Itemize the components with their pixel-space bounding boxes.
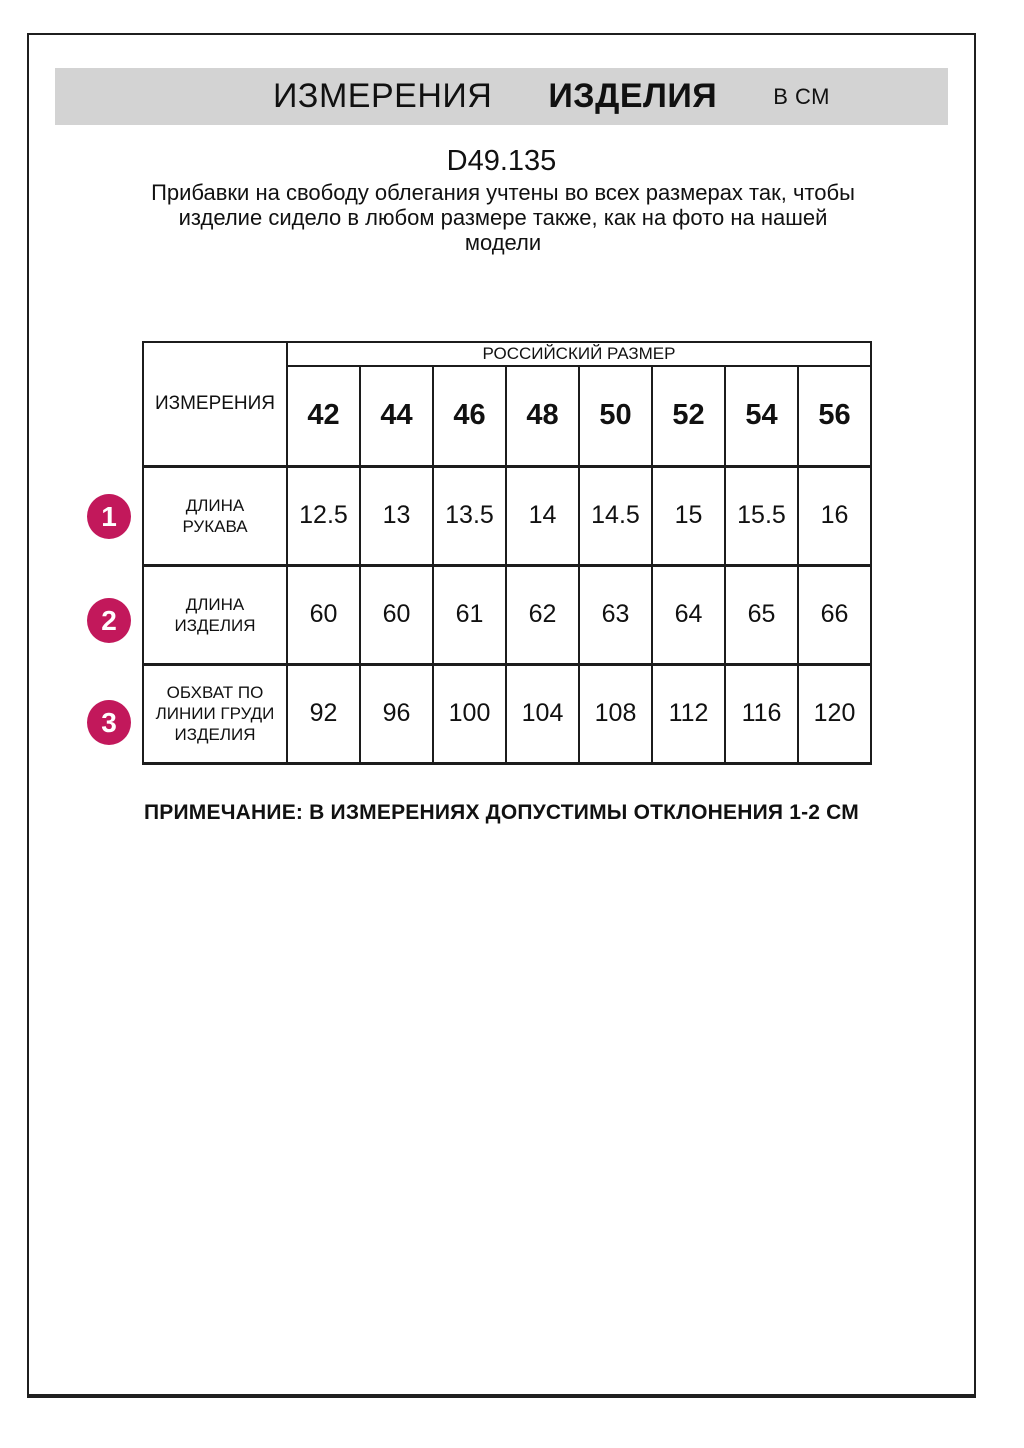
- table-row-chest-girth: [143, 664, 871, 763]
- value-cell: 14.5: [579, 466, 652, 565]
- size-col-header-48: 48: [506, 366, 579, 466]
- row-label: ДЛИНА ИЗДЕЛИЯ: [143, 565, 287, 664]
- value-cell: 16: [798, 466, 871, 565]
- size-table: [142, 341, 872, 765]
- size-col-header-54: 54: [725, 366, 798, 466]
- value-cell: 108: [579, 664, 652, 763]
- title-bar: [55, 68, 948, 125]
- value-cell: 64: [652, 565, 725, 664]
- title-unit: В СМ: [773, 83, 830, 109]
- value-cell: 60: [360, 565, 433, 664]
- value-cell: 13: [360, 466, 433, 565]
- table-row-sleeve-length: [143, 466, 871, 565]
- row-label: ДЛИНА РУКАВА: [143, 466, 287, 565]
- value-cell: 66: [798, 565, 871, 664]
- table-group-header-row: [143, 342, 871, 366]
- value-cell: 100: [433, 664, 506, 763]
- title-product: ИЗДЕЛИЯ: [548, 77, 718, 115]
- row-2-badge-number: 2: [101, 604, 117, 636]
- title-measurements: ИЗМЕРЕНИЯ: [272, 77, 493, 115]
- value-cell: 63: [579, 565, 652, 664]
- russian-size-header: РОССИЙСКИЙ РАЗМЕР: [287, 342, 871, 366]
- value-cell: 112: [652, 664, 725, 763]
- value-cell: 15: [652, 466, 725, 565]
- size-col-header-42: 42: [287, 366, 360, 466]
- value-cell: 15.5: [725, 466, 798, 565]
- value-cell: 65: [725, 565, 798, 664]
- row-1-badge-number: 1: [101, 500, 117, 532]
- size-col-header-52: 52: [652, 366, 725, 466]
- value-cell: 104: [506, 664, 579, 763]
- size-col-header-46: 46: [433, 366, 506, 466]
- value-cell: 13.5: [433, 466, 506, 565]
- value-cell: 96: [360, 664, 433, 763]
- row-3-badge: [87, 700, 131, 745]
- article-code: D49.135: [446, 145, 557, 177]
- value-cell: 92: [287, 664, 360, 763]
- row-label: ОБХВАТ ПО ЛИНИИ ГРУДИ ИЗДЕЛИЯ: [143, 664, 287, 763]
- size-col-header-44: 44: [360, 366, 433, 466]
- value-cell: 62: [506, 565, 579, 664]
- value-cell: 120: [798, 664, 871, 763]
- value-cell: 116: [725, 664, 798, 763]
- row-1-badge: [87, 494, 131, 539]
- table-row-garment-length: [143, 565, 871, 664]
- page-border-frame: [27, 33, 976, 1398]
- value-cell: 61: [433, 565, 506, 664]
- value-cell: 14: [506, 466, 579, 565]
- value-cell: 60: [287, 565, 360, 664]
- size-col-header-56: 56: [798, 366, 871, 466]
- measurements-corner-label: ИЗМЕРЕНИЯ: [143, 342, 287, 466]
- size-col-header-50: 50: [579, 366, 652, 466]
- row-2-badge: [87, 598, 131, 643]
- tolerance-note: ПРИМЕЧАНИЕ: В ИЗМЕРЕНИЯХ ДОПУСТИМЫ ОТКЛОНЕНИЯ 1-2 СМ: [144, 801, 859, 824]
- fit-description: Прибавки на свободу облегания учтены во всех размерах так, чтобы изделие сидело в любом размере также, как на фото на нашей модели: [151, 180, 855, 255]
- row-3-badge-number: 3: [101, 706, 117, 738]
- value-cell: 12.5: [287, 466, 360, 565]
